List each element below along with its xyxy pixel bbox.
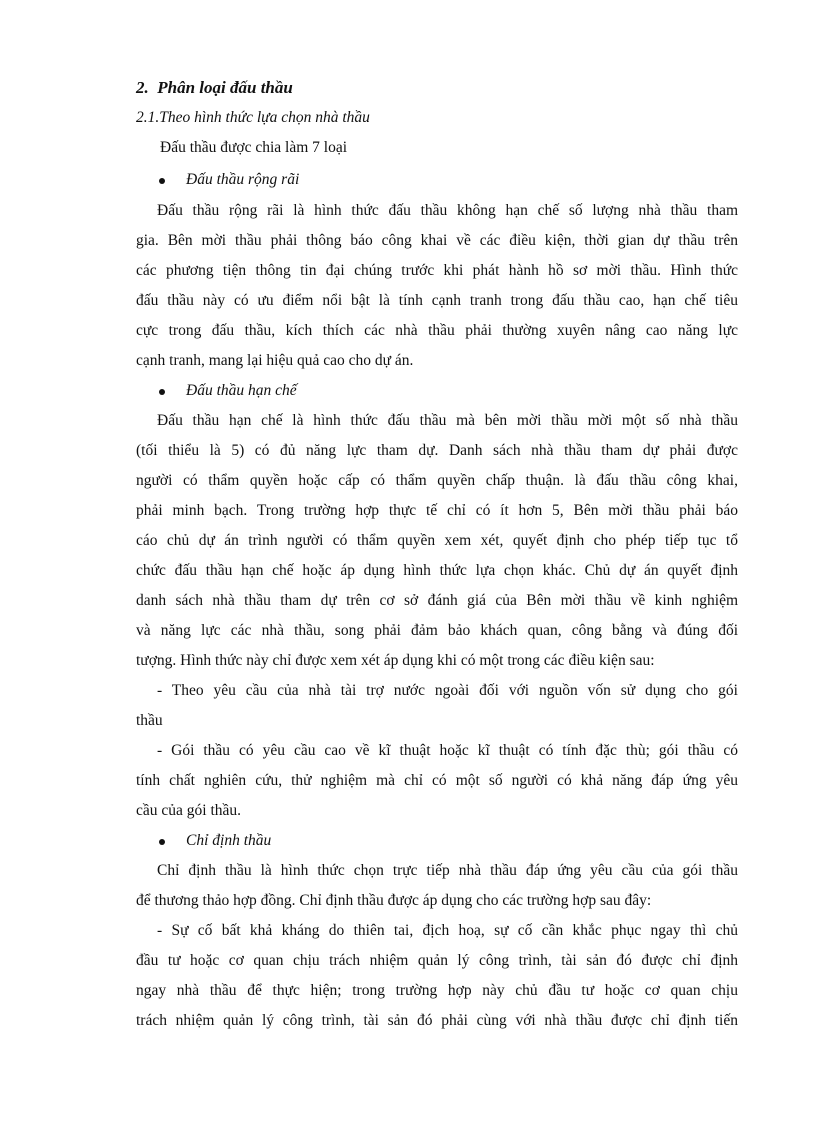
para2-line: phải minh bạch. Trong trường hợp thực tế chỉ có ít hơn 5, Bên mời thầu phải báo: [136, 502, 738, 519]
para2-line: danh sách nhà thầu tham dự trên cơ sở đánh giá của Bên mời thầu về kinh nghiệm: [136, 592, 738, 609]
case-line: đầu tư hoặc cơ quan chịu trách nhiệm quản lý công trình, tài sản đó được chỉ định: [136, 952, 738, 969]
bullet-dot-icon: [159, 389, 165, 395]
para2-line: Đấu thầu hạn chế là hình thức đấu thầu mà bên mời thầu mời một số nhà thầu: [157, 412, 738, 429]
para3-line: để thương thảo hợp đồng. Chỉ định thầu được áp dụng cho các trường hợp sau đây:: [136, 892, 652, 909]
subheading: 2.1.Theo hình thức lựa chọn nhà thầu: [136, 109, 370, 126]
bullet-title-limited-tender: Đấu thầu hạn chế: [186, 382, 297, 399]
case-line: ngay nhà thầu để thực hiện; trong trường hợp này chủ đầu tư hoặc cơ quan chịu: [136, 982, 738, 999]
para1-line: đấu thầu này có ưu điểm nổi bật là tính cạnh tranh trong đấu thầu cao, hạn chế tiêu: [136, 292, 738, 309]
para2-line: cáo chủ dự án trình người có thẩm quyền xem xét, quyết định cho phép tiếp tục tổ: [136, 532, 738, 549]
condition-line: thầu: [136, 712, 163, 729]
condition-line: - Gói thầu có yêu cầu cao về kĩ thuật hoặc kĩ thuật có tính đặc thù; gói thầu có: [157, 742, 738, 759]
para2-line: và năng lực các nhà thầu, song phải đảm bảo khách quan, công bằng và đúng đối: [136, 622, 738, 639]
para2-line: người có thẩm quyền hoặc cấp có thẩm quyền chấp thuận. là đấu thầu công khai,: [136, 472, 738, 489]
case-line: - Sự cố bất khả kháng do thiên tai, địch hoạ, sự cố cần khắc phục ngay thì chủ: [157, 922, 738, 939]
para1-line: các phương tiện thông tin đại chúng trước khi phát hành hồ sơ mời thầu. Hình thức: [136, 262, 738, 279]
condition-line: - Theo yêu cầu của nhà tài trợ nước ngoài đối với nguồn vốn sử dụng cho gói: [157, 682, 738, 699]
condition-line: tính chất nghiên cứu, thử nghiệm mà chỉ có một số người có khả năng đáp ứng yêu: [136, 772, 738, 789]
para1-line: Đấu thầu rộng rãi là hình thức đấu thầu không hạn chế số lượng nhà thầu tham: [157, 202, 738, 219]
para2-line: chức đấu thầu hạn chế hoặc áp dụng hình thức lựa chọn khác. Chủ dự án quyết định: [136, 562, 738, 579]
intro-text: Đấu thầu được chia làm 7 loại: [160, 139, 348, 156]
bullet-title-direct-appointment: Chỉ định thầu: [186, 832, 272, 849]
case-line: trách nhiệm quản lý công trình, tài sản đó phải cùng với nhà thầu được chỉ định tiến: [136, 1012, 738, 1029]
section-heading: [136, 78, 293, 98]
bullet-dot-icon: [159, 178, 165, 184]
para1-line: cực trong đấu thầu, kích thích các nhà thầu phải thường xuyên nâng cao năng lực: [136, 322, 738, 339]
para2-line: (tối thiểu là 5) có đủ năng lực tham dự. Danh sách nhà thầu tham dự phải được: [136, 442, 738, 459]
para2-line: tượng. Hình thức này chỉ được xem xét áp dụng khi có một trong các điều kiện sau:: [136, 652, 655, 669]
heading-title: Phân loại đấu thầu: [157, 78, 293, 97]
condition-line: cầu của gói thầu.: [136, 802, 242, 819]
bullet-title-open-tender: Đấu thầu rộng rãi: [186, 171, 300, 188]
bullet-dot-icon: [159, 839, 165, 845]
para1-line: gia. Bên mời thầu phải thông báo công khai về các điều kiện, thời gian dự thầu trên: [136, 232, 738, 249]
para1-line: cạnh tranh, mang lại hiệu quả cao cho dự án.: [136, 352, 414, 369]
para3-line: Chỉ định thầu là hình thức chọn trực tiếp nhà thầu đáp ứng yêu cầu của gói thầu: [157, 862, 738, 879]
heading-number: 2.: [136, 78, 149, 97]
